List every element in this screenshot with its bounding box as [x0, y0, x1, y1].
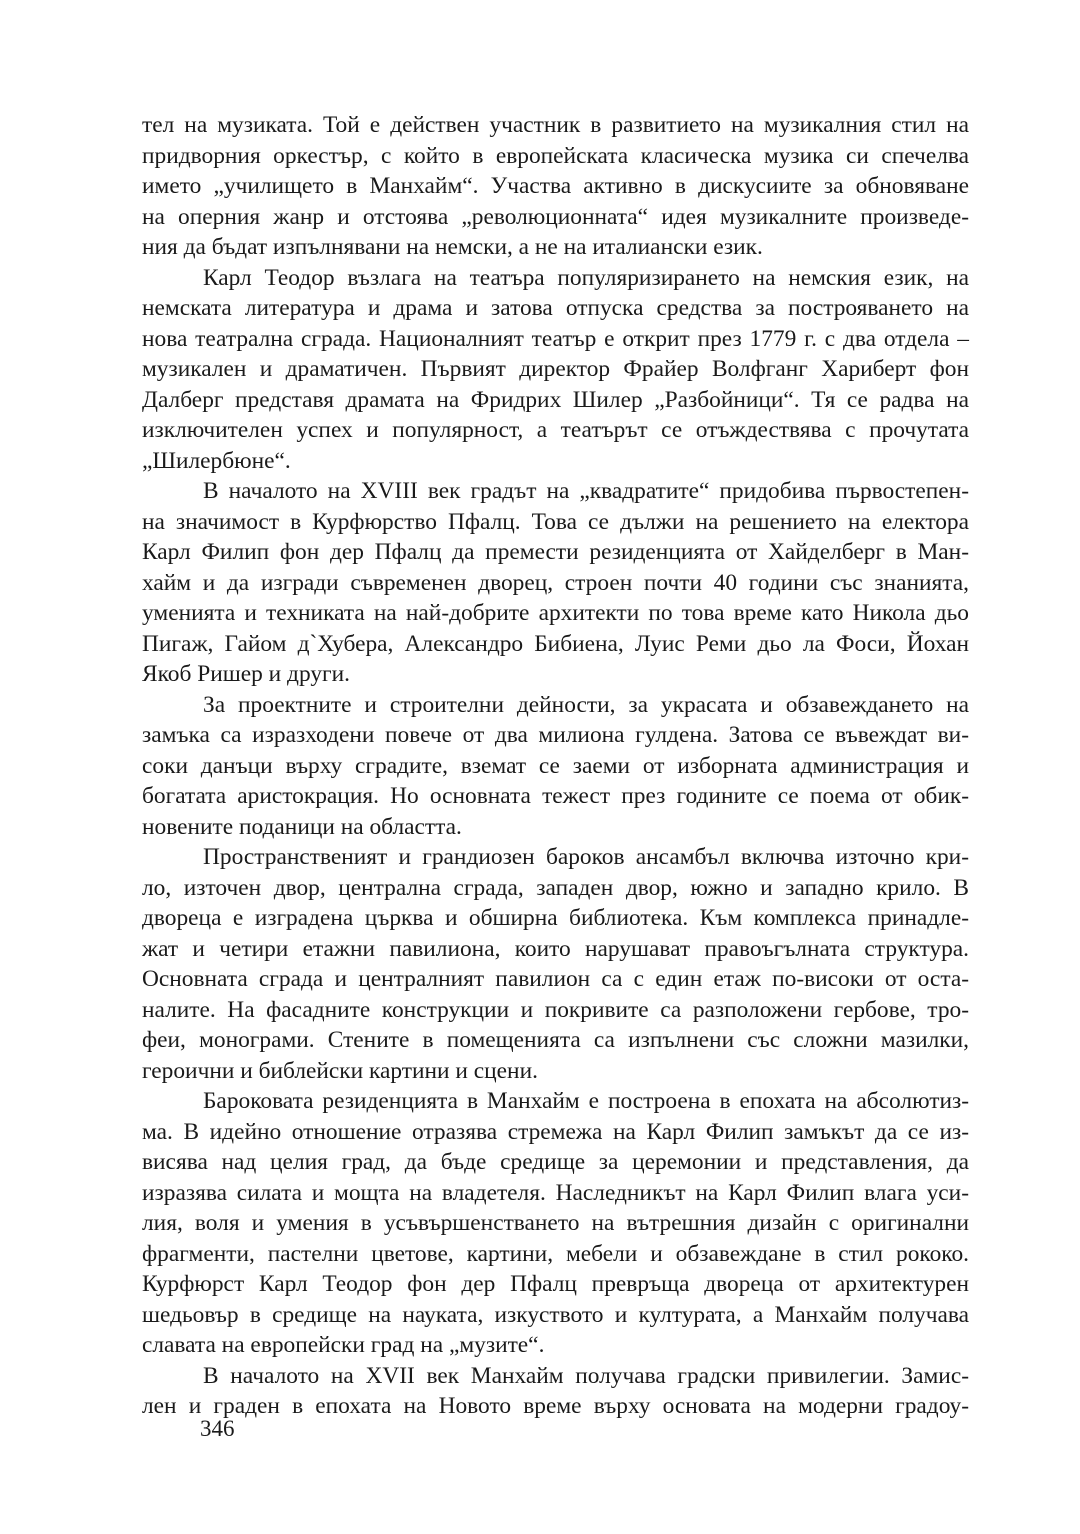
text-line: ма. В идейно отношение отразява стремежа на Карл Филип замъкът да се из-	[142, 1118, 969, 1145]
text-line: лен и граден в епохата на Новото време върху основата на модерни градоу-	[142, 1393, 969, 1419]
text-line: Карл Теодор възлага на театъра популяризирането на немския език, на	[203, 264, 969, 291]
text-line: на значимост в Курфюрство Пфалц. Това се дължи на решението на електора	[142, 508, 969, 535]
text-line: фрагменти, пастелни цветове, картини, мебели и обзавеждане в стил рококо.	[142, 1240, 969, 1267]
text-line: налите. На фасадните конструкции и покривите са разположени гербове, тро-	[142, 996, 969, 1023]
text-line: Основната сграда и централният павилион са с един етаж по-високи от оста-	[142, 966, 969, 992]
text-line: Далберг представя драмата на Фридрих Шилер „Разбойници“. Тя се радва на	[142, 386, 969, 413]
text-line: изразява силата и мощта на владетеля. Наследникът на Карл Филип влага уси-	[142, 1179, 969, 1206]
text-line: нова театрална сграда. Националният театър е открит през 1779 г. с два отдела –	[142, 325, 969, 352]
text-line: Бароковата резиденцията в Манхайм е построена в епохата на абсолютиз-	[203, 1088, 969, 1114]
text-line: Курфюрст Карл Теодор фон дер Пфалц превръща двореца от архитектурен	[142, 1271, 969, 1297]
text-line: Пигаж, Гайом д`Хубера, Александро Бибиена, Луис Реми дьо ла Фоси, Йохан	[142, 630, 969, 657]
text-line: лия, воля и умения в усъвършенстването на вътрешния дизайн с оригинални	[142, 1210, 969, 1236]
text-line: В началото на XVII век Манхайм получава градски привилегии. Замис-	[203, 1362, 969, 1389]
text-line: изключителен успех и популярност, а театърът се отъждествява с прочутата	[142, 417, 969, 443]
text-line: висява над целия град, да бъде средище за церемонии и представления, да	[142, 1149, 969, 1175]
text-line: жат и четири етажни павилиона, които нарушават правоъгълната структура.	[142, 935, 969, 962]
text-line: Якоб Ришер и други.	[142, 661, 350, 687]
text-line: славата на европейски град на „музите“.	[142, 1332, 545, 1358]
text-line: шедьовър в средище на науката, изкуството и културата, а Манхайм получава	[142, 1301, 969, 1328]
text-line: Пространственият и грандиозен бароков ансамбъл включва източно кри-	[203, 844, 969, 870]
text-line: Карл Филип фон дер Пфалц да премести резиденцията от Хайделберг в Ман-	[142, 539, 969, 565]
text-line: тел на музиката. Той е действен участник в развитието на музикалния стил на	[142, 112, 969, 138]
text-line: уменията и техниката на най-добрите архитекти по това време като Никола дьо	[142, 600, 969, 626]
body-text	[142, 110, 969, 1422]
text-line: феи, монограми. Стените в помещенията са изпълнени със сложни мазилки,	[142, 1027, 969, 1053]
text-line: За проектните и строителни дейности, за украсата и обзавеждането на	[203, 691, 969, 718]
text-line: името „училището в Манхайм“. Участва активно в дискусиите за обновяване	[142, 173, 969, 199]
text-line: ния да бъдат изпълнявани на немски, а не на италиански език.	[142, 234, 763, 260]
text-line: замъка са изразходени повече от два милиона гулдена. Затова се въвеждат ви-	[142, 722, 969, 748]
text-line: соки данъци върху сградите, вземат се заеми от изборната администрация и	[142, 752, 969, 779]
text-line: героични и библейски картини и сцени.	[142, 1057, 538, 1084]
text-line: В началото на XVIII век градът на „квадратите“ придобива първостепен-	[203, 478, 969, 504]
text-line: немската литература и драма и затова отпуска средства за построяването на	[142, 295, 969, 321]
text-line: „Шилербюне“.	[142, 447, 291, 474]
text-line: новените поданици на областта.	[142, 813, 462, 840]
page-number: 346	[200, 1416, 235, 1441]
text-line: богатата аристокрация. Но основната тежест през годините се поема от обик-	[142, 783, 969, 809]
text-line: на оперния жанр и отстоява „революционната“ идея музикалните произведе-	[142, 203, 969, 230]
text-line: музикален и драматичен. Първият директор Фрайер Волфганг Хариберт фон	[142, 356, 969, 382]
text-line: ло, източен двор, централна сграда, западен двор, южно и западно крило. В	[142, 874, 969, 901]
text-line: хайм и да изгради съвременен дворец, строен почти 40 години със знанията,	[142, 569, 969, 596]
text-line: придворния оркестър, с който в европейската класическа музика си спечелва	[142, 142, 969, 169]
text-line: двореца е изградена църква и обширна библиотека. Към комплекса принадле-	[142, 905, 969, 931]
